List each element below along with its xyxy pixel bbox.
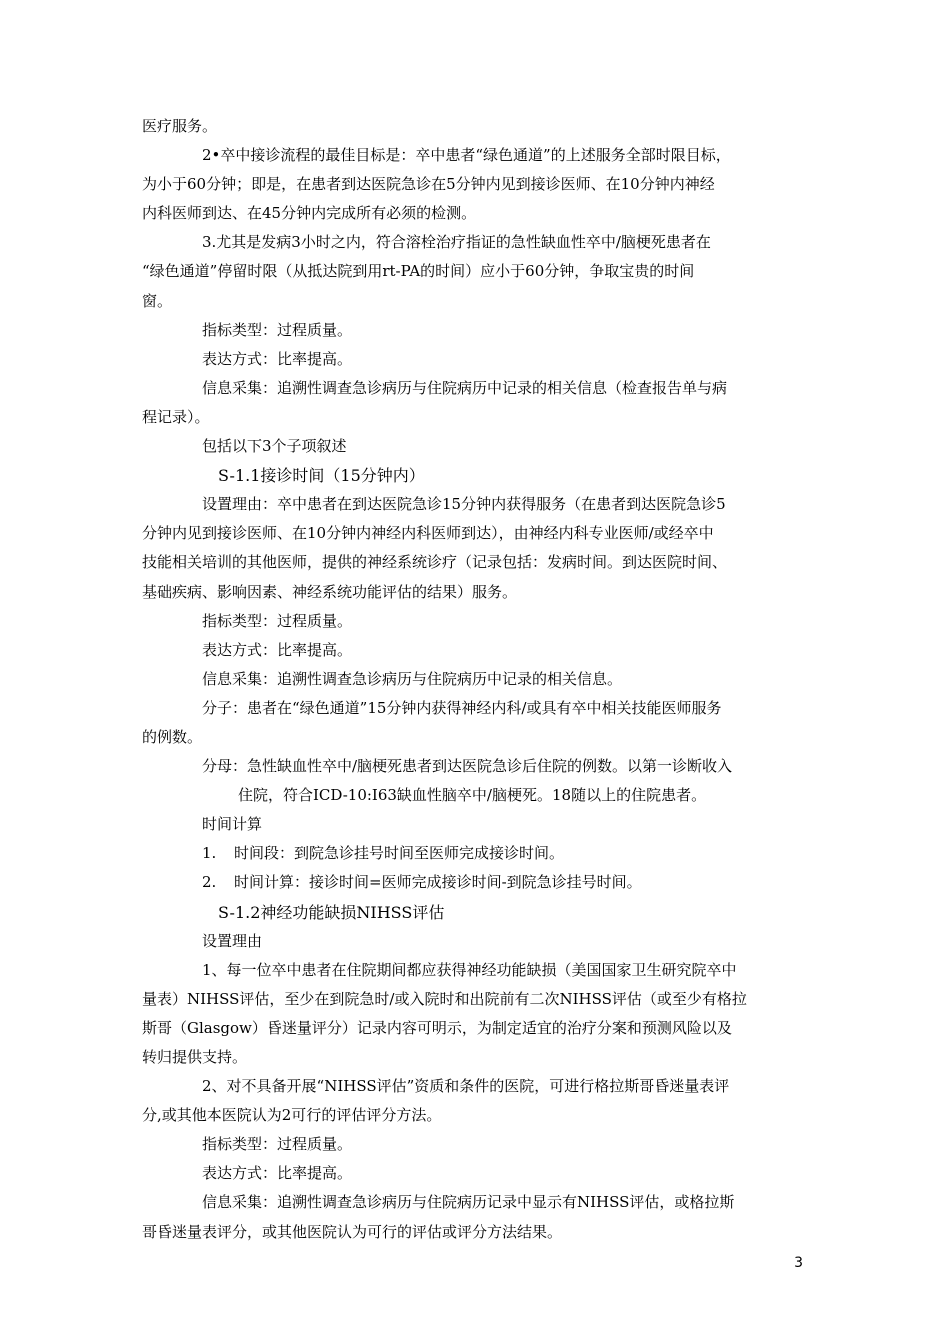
text-line: 的例数。	[142, 727, 203, 746]
text-line: 为小于60分钟；即是，在患者到达医院急诊在5分钟内见到接诊医师、在10分钟内神经	[142, 175, 715, 194]
text-line: 设置理由：卒中患者在到达医院急诊15分钟内获得服务（在患者到达医院急诊5	[202, 495, 726, 514]
text-line: 分,或其他本医院认为2可行的评估评分方法。	[142, 1106, 442, 1125]
section-heading: S-1.2神经功能缺损NIHSS评估	[218, 902, 445, 922]
text-line: 表达方式：比率提高。	[202, 349, 353, 368]
text-line: 时间计算	[202, 815, 263, 834]
text-line: 指标类型：过程质量。	[202, 611, 353, 630]
list-item-text: 时间计算：接诊时间=医师完成接诊时间-到院急诊挂号时间。	[234, 873, 642, 892]
list-number: 2.	[202, 873, 217, 892]
text-line: 分母：急性缺血性卒中/脑梗死患者到达医院急诊后住院的例数。以第一诊断收入	[202, 757, 733, 776]
text-line: 设置理由	[202, 931, 263, 950]
text-line: 1、每一位卒中患者在住院期间都应获得神经功能缺损（美国国家卫生研究院卒中	[202, 960, 737, 979]
text-line: 3.尤其是发病3小时之内，符合溶栓治疗指证的急性缺血性卒中/脑梗死患者在	[202, 233, 711, 252]
page-number: 3	[794, 1255, 803, 1271]
text-line: 住院，符合ICD-10:I63缺血性脑卒中/脑梗死。18随以上的住院患者。	[238, 786, 707, 805]
text-line: 信息采集：追溯性调查急诊病历与住院病历中记录的相关信息（检查报告单与病	[202, 378, 728, 397]
text-line: 包括以下3个子项叙述	[202, 437, 347, 456]
list-item-text: 时间段：到院急诊挂号时间至医师完成接诊时间。	[234, 844, 565, 863]
text-line: 分子：患者在“绿色通道”15分钟内获得神经内科/或具有卒中相关技能医师服务	[202, 698, 722, 717]
text-line: 程记录）。	[142, 407, 210, 426]
text-line: 信息采集：追溯性调查急诊病历与住院病历记录中显示有NIHSS评估，或格拉斯	[202, 1193, 735, 1212]
text-line: 信息采集：追溯性调查急诊病历与住院病历中记录的相关信息。	[202, 669, 623, 688]
text-line: 内科医师到达、在45分钟内完成所有必须的检测。	[142, 204, 477, 223]
body-text	[142, 112, 808, 1247]
text-line: 医疗服务。	[142, 117, 218, 135]
text-line	[142, 868, 808, 897]
text-line: 指标类型：过程质量。	[202, 1135, 353, 1154]
text-line: 表达方式：比率提高。	[202, 640, 353, 659]
text-line: 表达方式：比率提高。	[202, 1164, 353, 1183]
text-line: 窗。	[142, 291, 173, 310]
text-line: 转归提供支持。	[142, 1048, 248, 1066]
text-line: 技能相关培训的其他医师，提供的神经系统诊疗（记录包括：发病时间。到达医院时间、	[142, 553, 728, 572]
text-line: “绿色通道”停留时限（从抵达院到用rt-PA的时间）应小于60分钟，争取宝贵的时间	[142, 262, 695, 281]
text-line: 指标类型：过程质量。	[202, 320, 353, 339]
text-line: 哥昏迷量表评分，或其他医院认为可行的评估或评分方法结果。	[142, 1222, 563, 1241]
text-line	[142, 839, 808, 868]
text-line: 量表）NIHSS评估，至少在到院急时/或入院时和出院前有二次NIHSS评估（或至少有格拉	[142, 989, 747, 1008]
text-line: 2•卒中接诊流程的最佳目标是：卒中患者“绿色通道”的上述服务全部时限目标，	[202, 146, 731, 165]
text-line: 2、对不具备开展“NIHSS评估”资质和条件的医院，可进行格拉斯哥昏迷量表评	[202, 1077, 730, 1096]
text-line: 基础疾病、影响因素、神经系统功能评估的结果）服务。	[142, 582, 518, 601]
list-number: 1.	[202, 844, 217, 863]
text-line: 分钟内见到接诊医师、在10分钟内神经内科医师到达），由神经内科专业医师/或经卒中	[142, 524, 714, 543]
section-heading: S-1.1接诊时间（15分钟内）	[218, 466, 425, 486]
text-line: 斯哥（Glasgow）昏迷量评分）记录内容可明示，为制定适宜的治疗分案和预测风险以及	[142, 1018, 732, 1037]
